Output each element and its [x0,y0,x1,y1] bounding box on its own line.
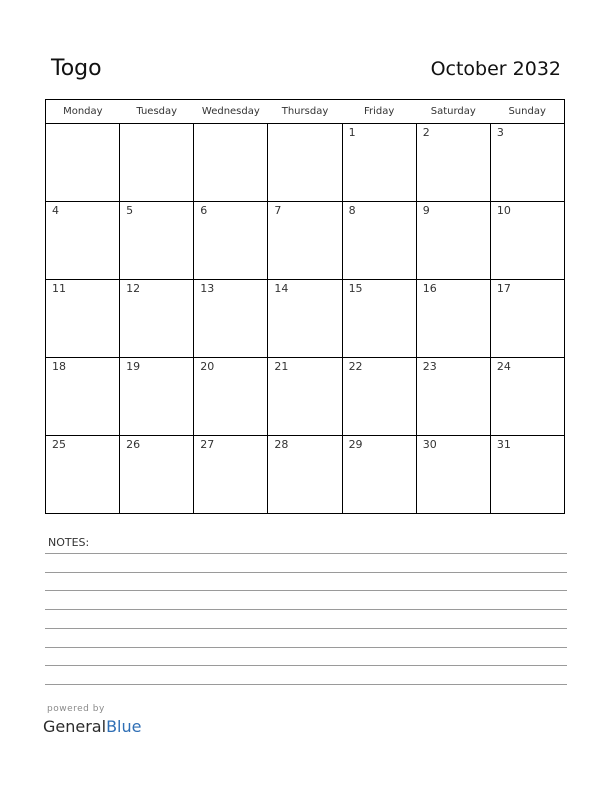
day-number: 21 [274,360,289,373]
day-number: 20 [200,360,215,373]
day-cell [490,358,564,436]
day-number: 17 [496,282,511,295]
day-number: 19 [126,360,141,373]
day-number: 1 [348,126,356,139]
day-number: 25 [52,438,66,451]
logo-general-text: General [43,717,107,736]
day-cell [46,124,120,202]
day-number [194,124,267,126]
day-number: 10 [496,204,511,217]
day-number: 14 [274,282,289,295]
calendar-grid [45,99,565,514]
day-number: 9 [422,204,430,217]
day-cell [268,202,342,280]
day-cell [120,280,194,358]
day-cell [416,202,490,280]
weekday-tuesday: Tuesday [120,100,194,124]
generalblue-logo [43,716,141,738]
week-row-2 [46,202,565,280]
day-cell [120,436,194,514]
day-number: 27 [200,438,215,451]
day-number: 18 [52,360,66,373]
day-cell [120,124,194,202]
day-number: 6 [200,204,208,217]
note-line [45,590,567,591]
day-number: 29 [348,438,363,451]
day-cell [194,202,268,280]
notes-label: NOTES: [48,536,90,549]
day-cell [120,358,194,436]
day-cell [46,358,120,436]
day-cell [268,280,342,358]
day-number: 4 [52,204,59,217]
day-cell [416,280,490,358]
day-number: 5 [126,204,134,217]
note-line [45,665,567,666]
logo-blue-text: Blue [106,717,142,736]
weekday-friday: Friday [342,100,416,124]
day-cell [342,124,416,202]
weekday-sunday: Sunday [490,100,564,124]
day-number [268,124,341,126]
weekday-monday: Monday [46,100,120,124]
day-number: 30 [422,438,437,451]
weekday-wednesday: Wednesday [194,100,268,124]
week-row-5 [46,436,565,514]
day-number: 31 [496,438,511,451]
day-number: 22 [348,360,363,373]
day-number: 16 [422,282,437,295]
note-line [45,572,567,573]
day-number: 15 [348,282,363,295]
day-cell [268,358,342,436]
day-number: 13 [200,282,215,295]
day-cell [490,124,564,202]
day-cell [416,358,490,436]
day-cell [46,202,120,280]
day-number: 3 [496,126,504,139]
day-number [46,124,119,126]
day-number: 12 [126,282,141,295]
day-cell [46,280,120,358]
day-cell [342,280,416,358]
day-cell [194,124,268,202]
day-cell [342,358,416,436]
day-cell [194,358,268,436]
day-number: 23 [422,360,437,373]
day-cell [194,436,268,514]
day-number: 26 [126,438,141,451]
day-cell [342,202,416,280]
weekday-header-row [46,100,565,124]
note-line [45,553,567,554]
calendar-country-title: Togo [51,56,102,81]
day-number: 24 [496,360,511,373]
day-cell [120,202,194,280]
day-number [120,124,193,126]
day-cell [268,436,342,514]
day-cell [194,280,268,358]
note-line [45,647,567,648]
week-row-3 [46,280,565,358]
day-cell [46,436,120,514]
day-cell [342,436,416,514]
day-cell [490,202,564,280]
note-line [45,628,567,629]
note-line [45,684,567,685]
day-number: 11 [52,282,66,295]
weekday-saturday: Saturday [416,100,490,124]
day-cell [416,436,490,514]
week-row-1 [46,124,565,202]
day-cell [268,124,342,202]
week-row-4 [46,358,565,436]
day-number: 8 [348,204,356,217]
day-cell [490,436,564,514]
day-cell [416,124,490,202]
note-line [45,609,567,610]
day-cell [490,280,564,358]
day-number: 7 [274,204,282,217]
calendar-month-title: October 2032 [430,58,561,80]
day-number: 2 [422,126,430,139]
weekday-thursday: Thursday [268,100,342,124]
powered-by-text: powered by [47,704,105,714]
day-number: 28 [274,438,289,451]
